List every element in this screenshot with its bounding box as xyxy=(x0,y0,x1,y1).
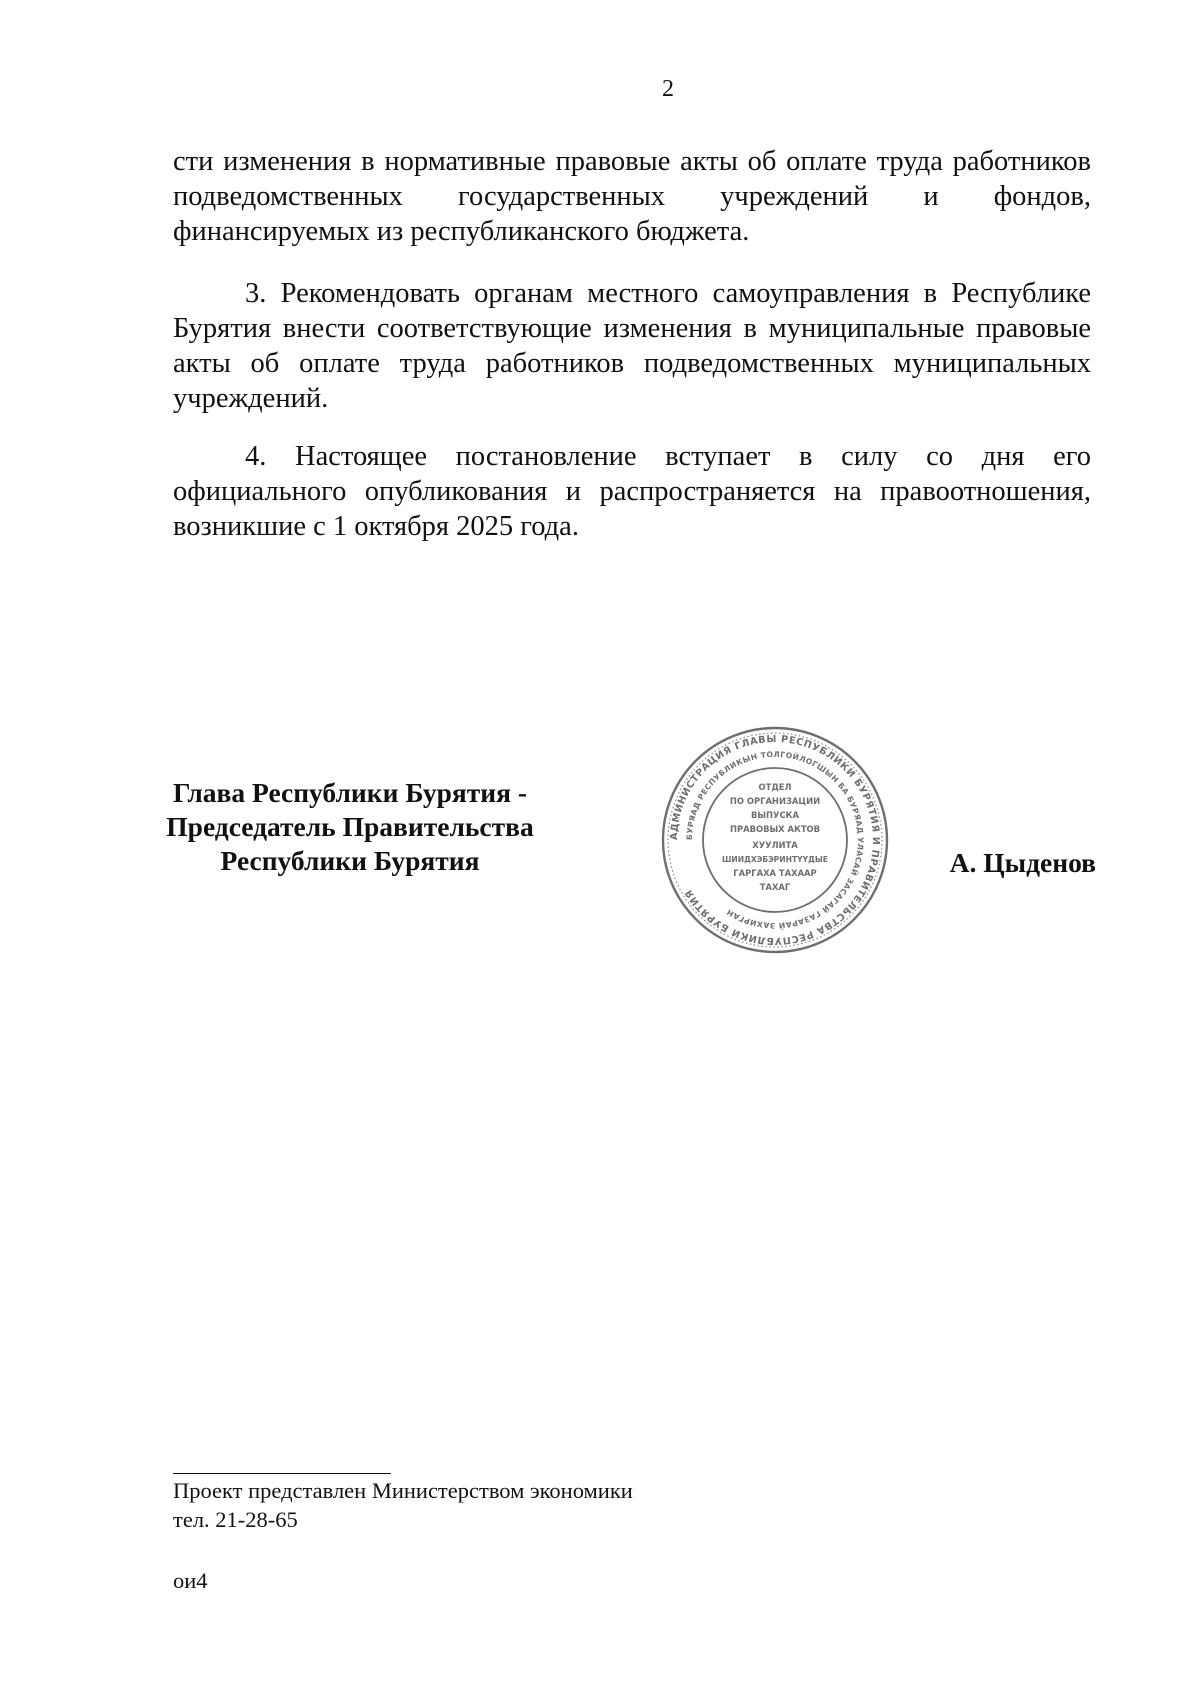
paragraph-item-3: 3. Рекомендовать органам местного самоуправления в Республике Бурятия внести соответствующие изменения в муниципальные правовые акты об оплате труда работников подведомственных муниципальных учреждений. xyxy=(173,278,1091,414)
seal-center-line: ПРАВОВЫХ АКТОВ xyxy=(729,824,821,834)
seal-center-line: ХУУЛИТА xyxy=(752,840,798,850)
seal-center-line: ВЫПУСКА xyxy=(750,810,800,820)
seal-outer-text: АДМИНИСТРАЦИЯ ГЛАВЫ РЕСПУБЛИКИ БУРЯТИЯ И ПРАВИТЕЛЬСТВА РЕСПУБЛИКИ БУРЯТИЯ xyxy=(668,733,882,947)
signer-name: А. Цыденов xyxy=(949,847,1096,878)
signatory-title-line: Республики Бурятия xyxy=(220,845,480,876)
signatory-title-line: Глава Республики Бурятия - xyxy=(172,777,528,808)
seal-center-line: ГАРГАХА ТАХААР xyxy=(733,868,817,878)
seal-middle-text: БУРЯАД РЕСПУБЛИКЫН ТОЛГОЙЛОГШЫН БА БУРЯАД УЛАСАЙ ЗАСАГАЙ ГАЗАРАЙ ЗАХИРГАН xyxy=(684,749,866,931)
footnote-line: тел. 21-28-65 xyxy=(173,1507,298,1532)
seal-center-line: ОТДЕЛ xyxy=(758,782,792,792)
official-seal xyxy=(659,724,891,956)
paragraph-continuation: сти изменения в нормативные правовые акты об оплате труда работников подведомственных государственных учреждений и фондов, финансируемых из республиканского бюджета. xyxy=(173,146,1091,247)
seal-center-line: ШИИДХЭБЭРИНТҮҮДЫЕ xyxy=(722,855,828,864)
footnote xyxy=(173,1476,633,1534)
document-code: ои4 xyxy=(173,1568,208,1593)
page-number: 2 xyxy=(662,76,674,102)
seal-center-line: ПО ОРГАНИЗАЦИИ xyxy=(729,796,821,806)
footnote-line: Проект представлен Министерством экономики xyxy=(173,1478,633,1503)
footnote-divider xyxy=(173,1473,391,1474)
signatory-title xyxy=(150,776,550,878)
paragraph-item-4: 4. Настоящее постановление вступает в силу со дня его официального опубликования и распространяется на правоотношения, возникшие с 1 октября 2025 года. xyxy=(173,441,1091,542)
seal-center-line: ТАХАГ xyxy=(759,882,791,892)
signatory-title-line: Председатель Правительства xyxy=(166,811,534,842)
